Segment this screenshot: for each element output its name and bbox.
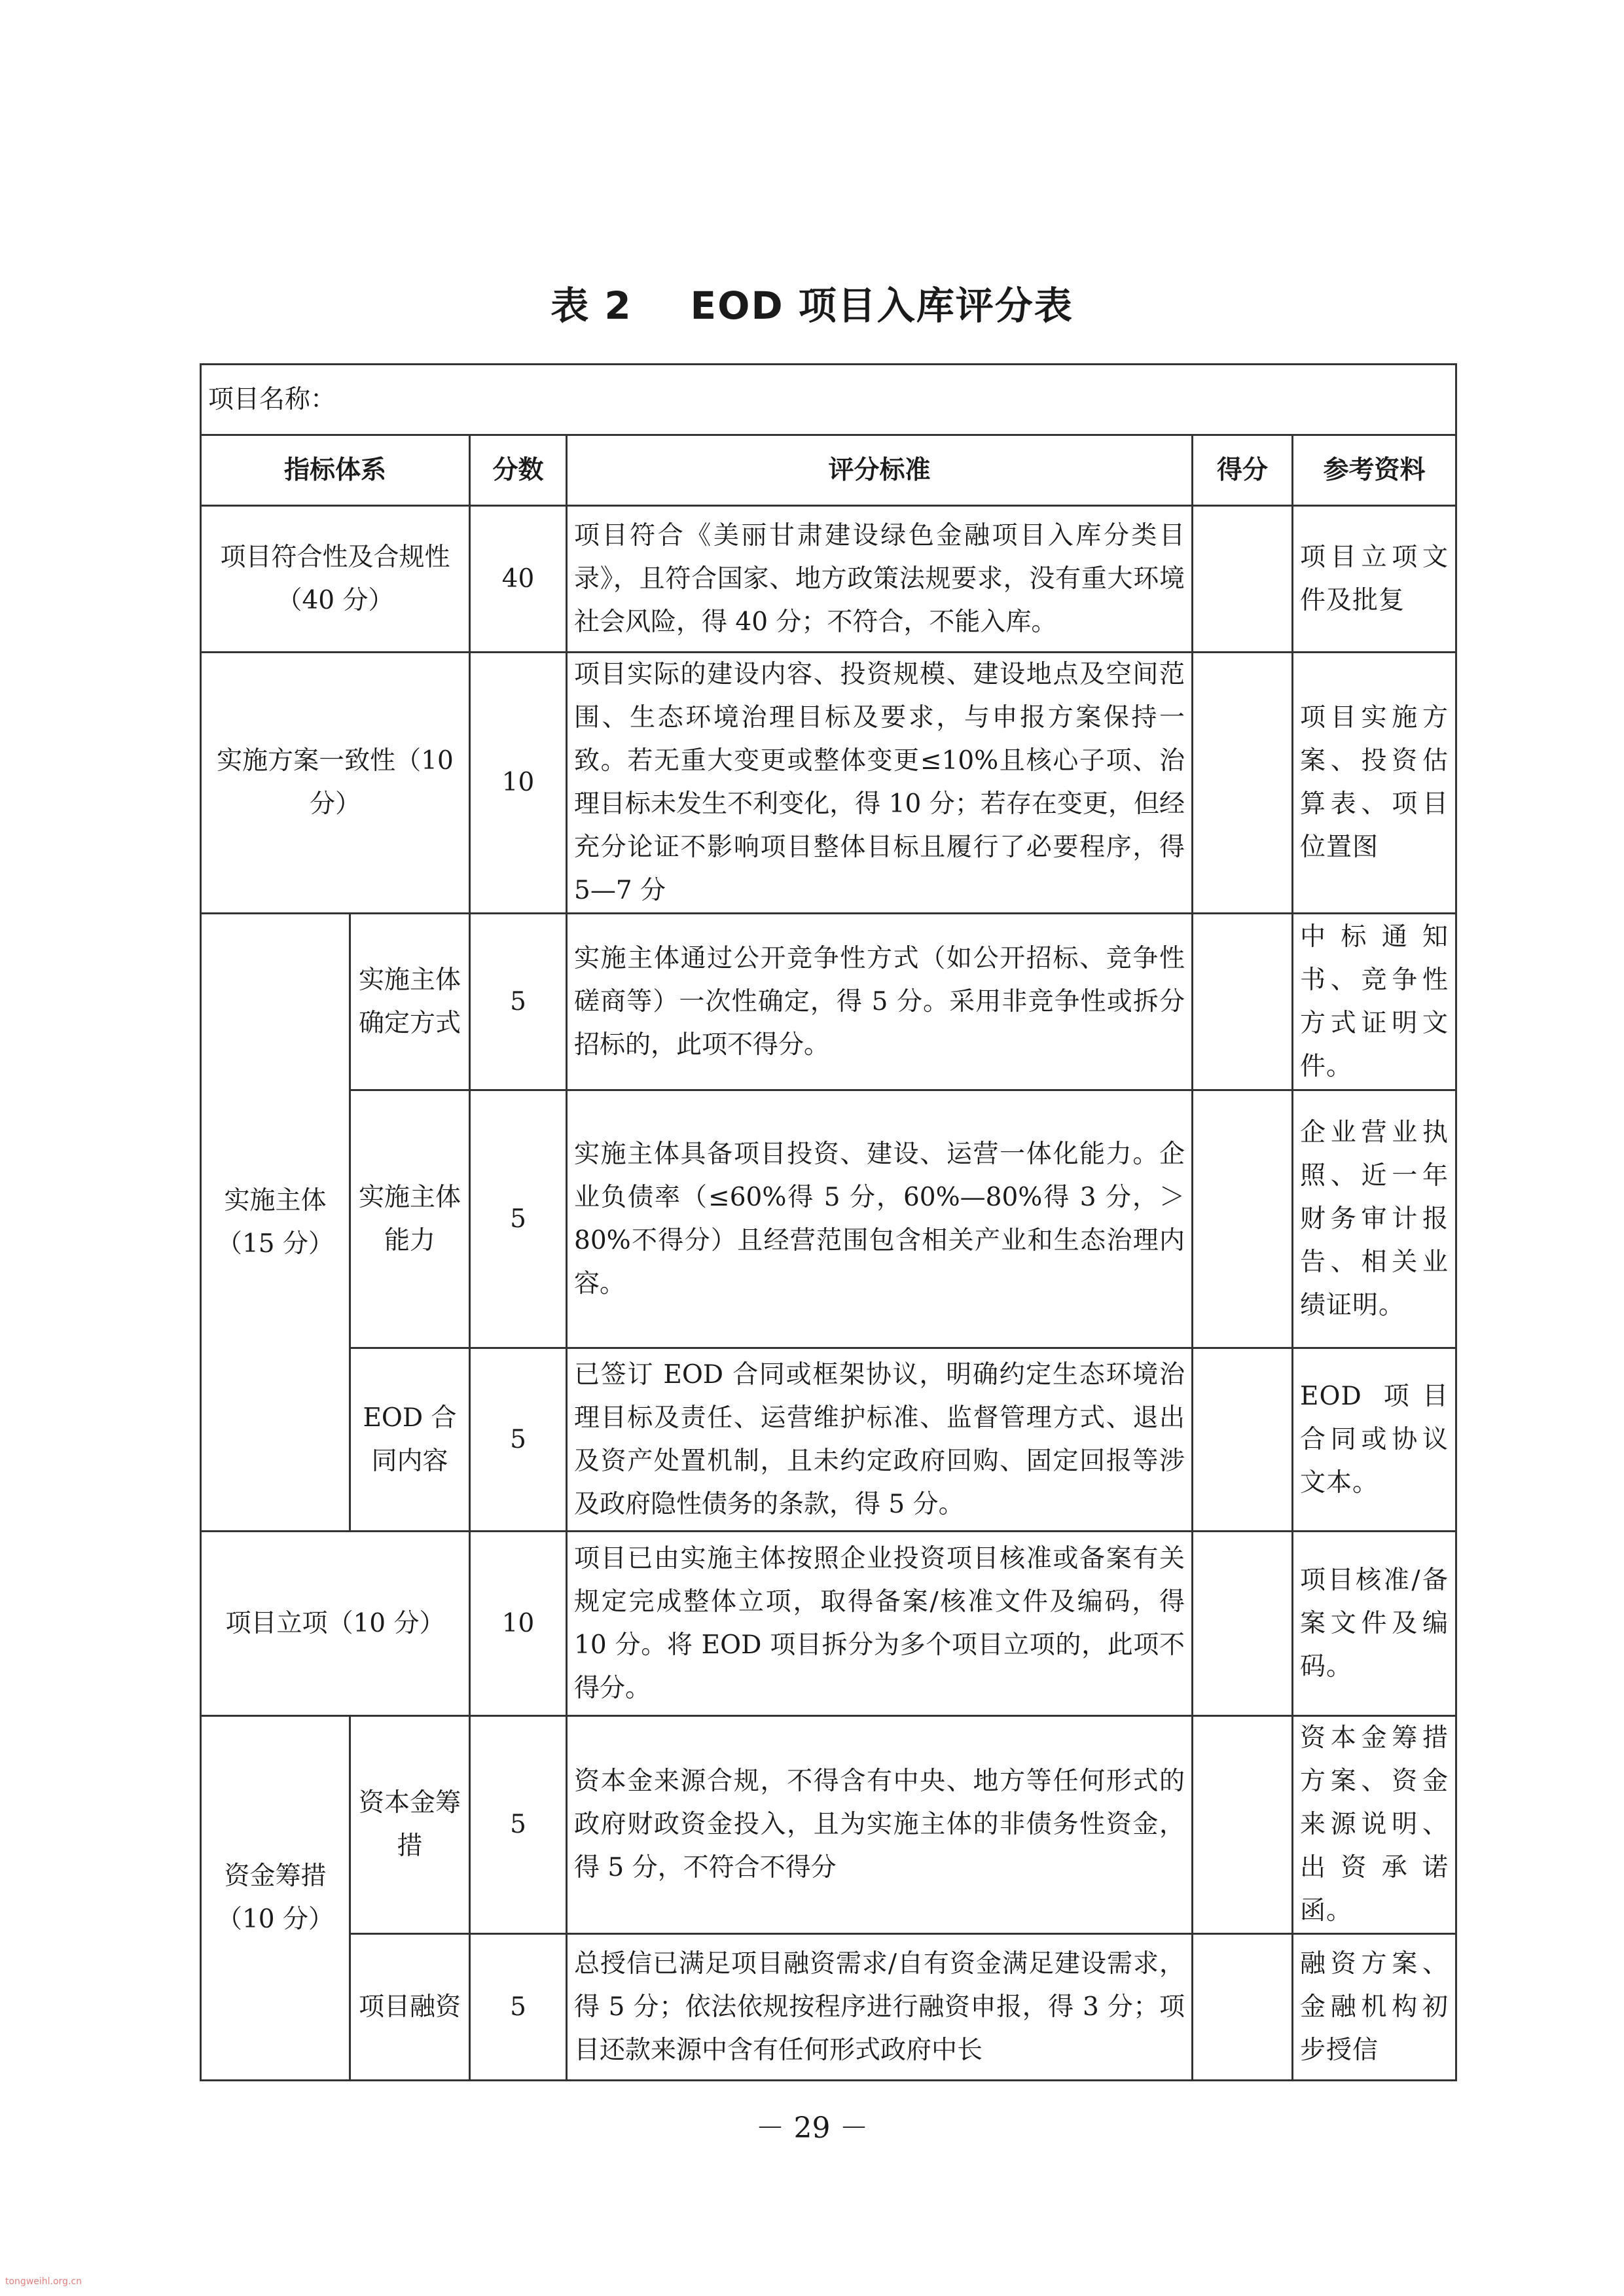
criteria-cell: 实施主体具备项目投资、建设、运营一体化能力。企业负债率（≤60%得 5 分，60%—80%得 3 分，＞80%不得分）且经营范围包含相关产业和生态治理内容。 — [567, 1090, 1193, 1348]
score-cell[interactable] — [1193, 1532, 1293, 1716]
table-row — [201, 1532, 1456, 1716]
references-cell: 项目核准/备案文件及编码。 — [1293, 1532, 1456, 1716]
table-row — [201, 1716, 1456, 1934]
score-cell[interactable] — [1193, 1716, 1293, 1934]
project-name-row — [201, 365, 1456, 435]
sub-indicator-cell: 实施主体能力 — [350, 1090, 470, 1348]
page-number: － 29 － — [755, 2111, 869, 2145]
table-row — [201, 1934, 1456, 2081]
score-cell[interactable] — [1193, 506, 1293, 653]
header-criteria: 评分标准 — [567, 435, 1193, 506]
group-cell: 实施主体（15 分） — [201, 914, 350, 1532]
header-score: 得分 — [1193, 435, 1293, 506]
table-row — [201, 1348, 1456, 1532]
points-cell: 5 — [470, 1090, 567, 1348]
points-cell: 5 — [470, 1716, 567, 1934]
page-title: 表 2 EOD 项目入库评分表 — [550, 283, 1074, 328]
criteria-cell: 已签订 EOD 合同或框架协议，明确约定生态环境治理目标及责任、运营维护标准、监督管理方式、退出及资产处置机制，且未约定政府回购、固定回报等涉及政府隐性债务的条款，得 5 分。 — [567, 1348, 1193, 1532]
criteria-cell: 项目符合《美丽甘肃建设绿色金融项目入库分类目录》，且符合国家、地方政策法规要求，没有重大环境社会风险，得 40 分；不符合，不能入库。 — [567, 506, 1193, 653]
indicator-cell: 项目符合性及合规性（40 分） — [201, 506, 470, 653]
group-cell: 资金筹措（10 分） — [201, 1716, 350, 2081]
points-cell: 5 — [470, 1934, 567, 2081]
references-cell: 项目实施方案、投资估算表、项目位置图 — [1293, 653, 1456, 914]
criteria-cell: 总授信已满足项目融资需求/自有资金满足建设需求，得 5 分；依法依规按程序进行融资申报，得 3 分；项目还款来源中含有任何形式政府中长 — [567, 1934, 1193, 2081]
criteria-cell: 实施主体通过公开竞争性方式（如公开招标、竞争性磋商等）一次性确定，得 5 分。采用非竞争性或拆分招标的，此项不得分。 — [567, 914, 1193, 1090]
scoring-table — [200, 363, 1457, 2081]
sub-indicator-cell: 项目融资 — [350, 1934, 470, 2081]
references-cell: 企业营业执照、近一年财务审计报告、相关业绩证明。 — [1293, 1090, 1456, 1348]
project-name-label: 项目名称： — [201, 365, 1456, 435]
points-cell: 10 — [470, 1532, 567, 1716]
criteria-cell: 项目实际的建设内容、投资规模、建设地点及空间范围、生态环境治理目标及要求，与申报方案保持一致。若无重大变更或整体变更≤10%且核心子项、治理目标未发生不利变化，得 10 分；若存在变更，但经充分论证不影响项目整体目标且履行了必要程序，得 5—7 分 — [567, 653, 1193, 914]
indicator-cell: 实施方案一致性（10 分） — [201, 653, 470, 914]
references-cell: 融资方案、金融机构初步授信 — [1293, 1934, 1456, 2081]
criteria-cell: 项目已由实施主体按照企业投资项目核准或备案有关规定完成整体立项，取得备案/核准文件及编码，得 10 分。将 EOD 项目拆分为多个项目立项的，此项不得分。 — [567, 1532, 1193, 1716]
score-cell[interactable] — [1193, 1090, 1293, 1348]
sub-indicator-cell: 实施主体确定方式 — [350, 914, 470, 1090]
header-indicator: 指标体系 — [201, 435, 470, 506]
criteria-cell: 资本金来源合规，不得含有中央、地方等任何形式的政府财政资金投入，且为实施主体的非债务性资金，得 5 分，不符合不得分 — [567, 1716, 1193, 1934]
sub-indicator-cell: 资本金筹措 — [350, 1716, 470, 1934]
table-row — [201, 506, 1456, 653]
header-references: 参考资料 — [1293, 435, 1456, 506]
indicator-cell: 项目立项（10 分） — [201, 1532, 470, 1716]
references-cell: 资本金筹措方案、资金来源说明、出资承诺函。 — [1293, 1716, 1456, 1934]
score-cell[interactable] — [1193, 914, 1293, 1090]
points-cell: 5 — [470, 914, 567, 1090]
score-cell[interactable] — [1193, 653, 1293, 914]
references-cell: EOD 项目合同或协议文本。 — [1293, 1348, 1456, 1532]
table-row — [201, 1090, 1456, 1348]
points-cell: 40 — [470, 506, 567, 653]
sub-indicator-cell: EOD 合同内容 — [350, 1348, 470, 1532]
header-points: 分数 — [470, 435, 567, 506]
references-cell: 中标通知书、竞争性方式证明文件。 — [1293, 914, 1456, 1090]
header-row — [201, 435, 1456, 506]
watermark-text: tongweihl.org.cn — [5, 2276, 82, 2287]
score-cell[interactable] — [1193, 1348, 1293, 1532]
references-cell: 项目立项文件及批复 — [1293, 506, 1456, 653]
table-row — [201, 914, 1456, 1090]
points-cell: 10 — [470, 653, 567, 914]
points-cell: 5 — [470, 1348, 567, 1532]
score-cell[interactable] — [1193, 1934, 1293, 2081]
table-row — [201, 653, 1456, 914]
